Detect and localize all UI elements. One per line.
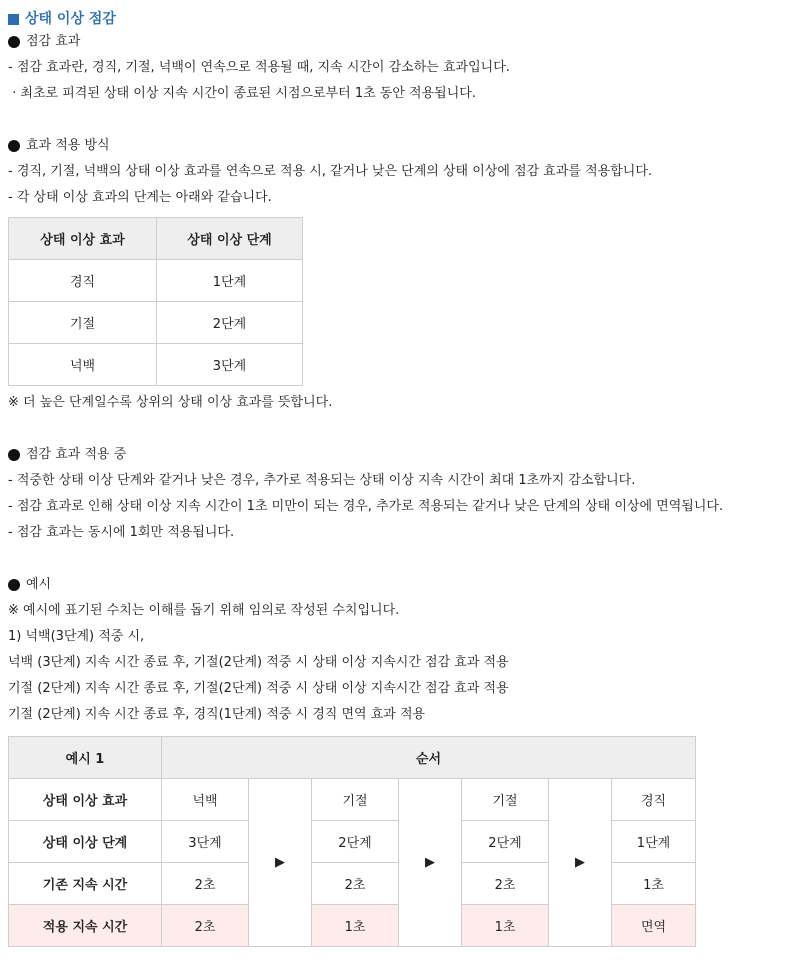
bullet-icon: [8, 449, 20, 461]
row-label: 적용 지속 시간: [9, 905, 162, 947]
page-title: [8, 9, 793, 29]
bullet-icon: [8, 36, 20, 48]
section-heading-text: 예시: [26, 577, 52, 592]
table-cell: 기절: [462, 779, 549, 821]
arrow-cell: [549, 779, 612, 947]
table-cell: 2초: [462, 863, 549, 905]
table-cell: 2단계: [462, 821, 549, 863]
table-cell: 경직: [612, 779, 696, 821]
paragraph-line: - 경직, 기절, 넉백의 상태 이상 효과를 연속으로 적용 시, 같거나 낮은 단계의 상태 이상에 점감 효과를 적용합니다.: [8, 164, 653, 179]
section-heading-text: 점감 효과 적용 중: [26, 447, 127, 462]
table-cell: 2초: [162, 863, 249, 905]
table-cell: 1초: [312, 905, 399, 947]
row-label: 상태 이상 단계: [9, 821, 162, 863]
table-cell: 경직: [9, 260, 157, 302]
table-cell: 3단계: [157, 344, 303, 386]
section-heading-text: 효과 적용 방식: [26, 138, 110, 153]
paragraph-line: - 점감 효과란, 경직, 기절, 넉백이 연속으로 적용될 때, 지속 시간이 감소하는 효과입니다.: [8, 60, 510, 75]
square-bullet-icon: [8, 14, 19, 25]
bullet-icon: [8, 140, 20, 152]
arrow-cell: [249, 779, 312, 947]
table-cell: 3단계: [162, 821, 249, 863]
paragraph-line: - 각 상태 이상 효과의 단계는 아래와 같습니다.: [8, 190, 272, 205]
paragraph-line: · 최초로 피격된 상태 이상 지속 시간이 종료된 시점으로부터 1초 동안 적용됩니다.: [8, 86, 476, 101]
table-header: 상태 이상 단계: [157, 218, 303, 260]
table-cell: 1단계: [157, 260, 303, 302]
paragraph-line: 1) 넉백(3단계) 적중 시,: [8, 629, 145, 644]
page: [8, 9, 793, 947]
table-cell: 2초: [312, 863, 399, 905]
order-header: 순서: [162, 737, 696, 779]
table-cell: 1단계: [612, 821, 696, 863]
section-heading: [8, 133, 793, 159]
paragraph-line: 기절 (2단계) 지속 시간 종료 후, 경직(1단계) 적중 시 경직 면역 효과 적용: [8, 707, 426, 722]
bullet-icon: [8, 579, 20, 591]
section-heading: [8, 442, 793, 468]
table-row: [9, 344, 303, 386]
paragraph-line: - 점감 효과는 동시에 1회만 적용됩니다.: [8, 525, 235, 540]
table-cell: 1초: [612, 863, 696, 905]
stage-table: [8, 217, 303, 386]
paragraph-line: ※ 예시에 표기된 수치는 이해를 돕기 위해 임의로 작성된 수치입니다.: [8, 603, 400, 618]
section-heading: [8, 29, 793, 55]
table-cell: 넉백: [9, 344, 157, 386]
table-row: [9, 260, 303, 302]
table-cell: 넉백: [162, 779, 249, 821]
table-header: 상태 이상 효과: [9, 218, 157, 260]
table-header-row: [9, 737, 696, 779]
arrow-right-icon: ▶: [275, 855, 285, 870]
row-label: 기존 지속 시간: [9, 863, 162, 905]
table-cell: 면역: [612, 905, 696, 947]
table-row: [9, 302, 303, 344]
page-title-text: 상태 이상 점감: [25, 11, 116, 27]
table-row: [9, 779, 696, 821]
table-cell: 1초: [462, 905, 549, 947]
paragraph-line: - 점감 효과로 인해 상태 이상 지속 시간이 1초 미만이 되는 경우, 추가로 적용되는 같거나 낮은 단계의 상태 이상에 면역됩니다.: [8, 499, 724, 514]
section-heading-text: 점감 효과: [26, 34, 81, 49]
paragraph-line: 기절 (2단계) 지속 시간 종료 후, 기절(2단계) 적중 시 상태 이상 지속시간 점감 효과 적용: [8, 681, 509, 696]
arrow-right-icon: ▶: [575, 855, 585, 870]
section-heading: [8, 572, 793, 598]
paragraph-line: - 적중한 상태 이상 단계와 같거나 낮은 경우, 추가로 적용되는 상태 이상 지속 시간이 최대 1초까지 감소합니다.: [8, 473, 636, 488]
row-label: 상태 이상 효과: [9, 779, 162, 821]
arrow-cell: [399, 779, 462, 947]
table-header-row: [9, 218, 303, 260]
table-cell: 2초: [162, 905, 249, 947]
arrow-right-icon: ▶: [425, 855, 435, 870]
table-cell: 기절: [9, 302, 157, 344]
paragraph-line: 넉백 (3단계) 지속 시간 종료 후, 기절(2단계) 적중 시 상태 이상 지속시간 점감 효과 적용: [8, 655, 509, 670]
table-cell: 2단계: [157, 302, 303, 344]
example-table: [8, 736, 696, 947]
table-corner-header: 예시 1: [9, 737, 162, 779]
table-note: ※ 더 높은 단계일수록 상위의 상태 이상 효과를 뜻합니다.: [8, 395, 333, 410]
table-cell: 2단계: [312, 821, 399, 863]
table-cell: 기절: [312, 779, 399, 821]
